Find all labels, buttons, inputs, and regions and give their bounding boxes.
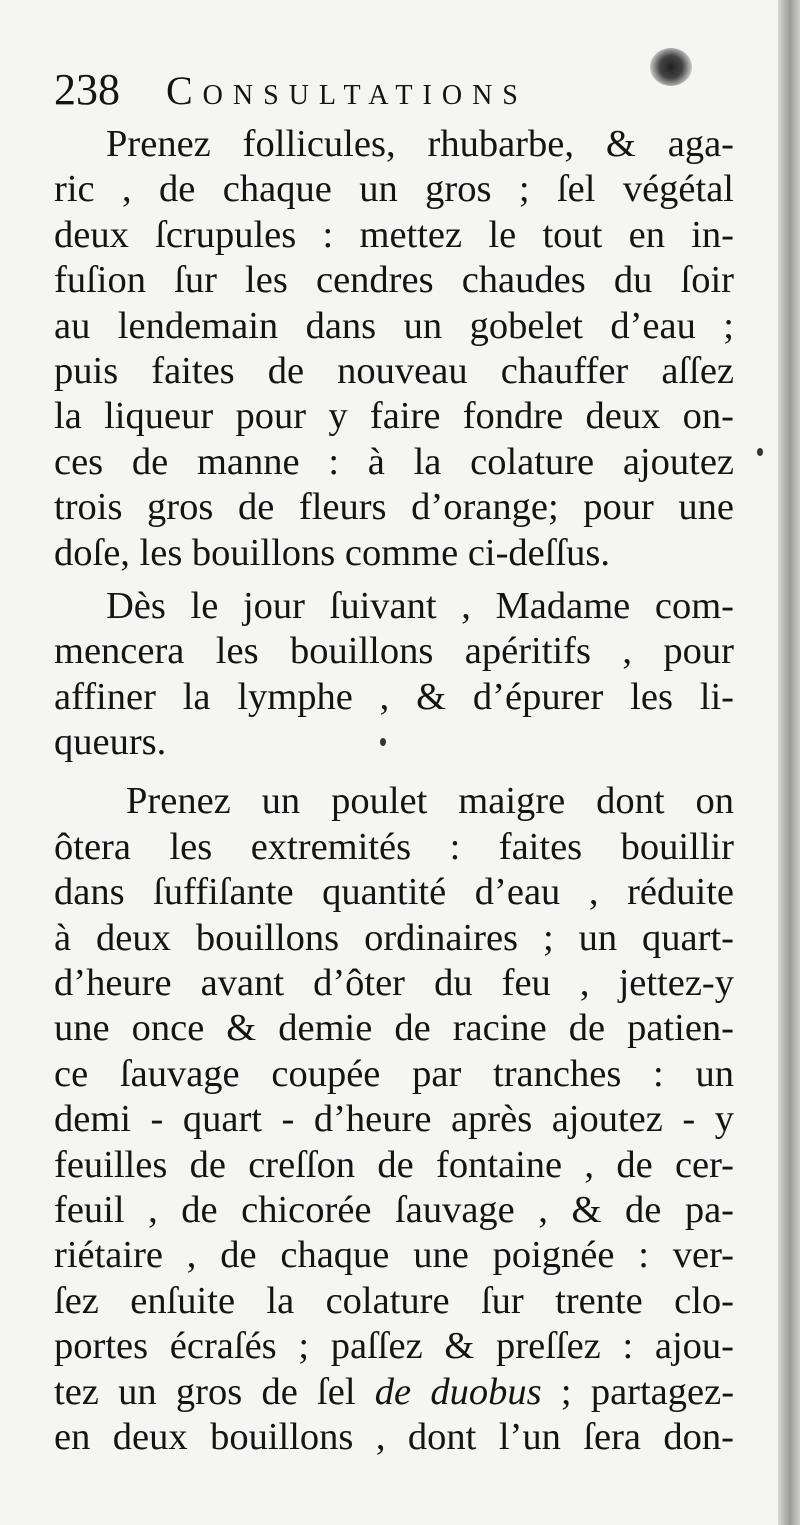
text-line: d’heure avant d’ôter du feu , jettez-y: [54, 962, 734, 1005]
page-gutter-shadow: [778, 0, 800, 1525]
text-line: en deux bouillons , dont l’un ſera don-: [54, 1415, 734, 1458]
text-line: ric , de chaque un gros ; ſel végétal: [54, 168, 734, 211]
text-line: feuil , de chicorée ſauvage , & de pa-: [54, 1188, 734, 1231]
ink-speck: [757, 448, 763, 456]
text-line: affiner la lymphe , & d’épurer les li-: [54, 675, 734, 718]
text-line: Prenez un poulet maigre dont on: [126, 780, 734, 823]
text-line: Dès le jour ſuivant , Madame com-: [106, 584, 734, 627]
text-line: à deux bouillons ordinaires ; un quart-: [54, 916, 734, 959]
text-line: fuſion ſur les cendres chaudes du ſoir: [54, 259, 734, 302]
ink-stain: [650, 48, 692, 86]
running-title: Consultations: [166, 68, 528, 113]
text-line: portes écraſés ; paſſez & preſſez : ajou-: [54, 1325, 734, 1368]
paragraph-gap: [54, 765, 734, 779]
text-line: Prenez follicules, rhubarbe, & aga-: [106, 123, 734, 165]
text-line-with-italic: [54, 1370, 734, 1415]
page-number: 238: [54, 65, 120, 114]
text-segment: tez un gros de ſel: [54, 1370, 356, 1413]
text-line: la liqueur pour y faire fondre deux on-: [54, 395, 734, 438]
text-line: riétaire , de chaque une poignée : ver-: [54, 1234, 734, 1277]
text-line: mencera les bouillons apéritifs , pour: [54, 630, 734, 673]
body-text: [54, 122, 734, 1460]
text-line: ce ſauvage coupée par tranches : un: [54, 1052, 734, 1095]
text-line: doſe, les bouillons comme ci-deſſus.: [54, 531, 611, 574]
text-line: trois gros de fleurs d’orange; pour une: [54, 486, 734, 529]
text-line: une once & demie de racine de patien-: [54, 1007, 734, 1050]
text-segment: ; partagez-: [560, 1370, 735, 1413]
text-line: ſez enſuite la colature ſur trente clo-: [54, 1279, 734, 1322]
text-line: au lendemain dans un gobelet d’eau ;: [54, 304, 734, 347]
running-header: [54, 64, 528, 114]
text-line: puis faites de nouveau chauffer aſſez: [54, 349, 734, 392]
text-line: dans ſuffiſante quantité d’eau , réduite: [54, 871, 734, 914]
text-line: demi - quart - d’heure après ajoutez - y: [54, 1098, 734, 1141]
paragraph-gap: [54, 576, 734, 584]
text-line: feuilles de creſſon de fontaine , de cer-: [54, 1143, 734, 1186]
text-line: deux ſcrupules : mettez le tout en in-: [54, 213, 734, 256]
text-line: ôtera les extremités : faites bouillir: [54, 825, 734, 868]
text-line: ces de manne : à la colature ajoutez: [54, 440, 734, 483]
italic-phrase: de duobus: [374, 1370, 542, 1413]
text-line: queurs.: [54, 721, 167, 764]
